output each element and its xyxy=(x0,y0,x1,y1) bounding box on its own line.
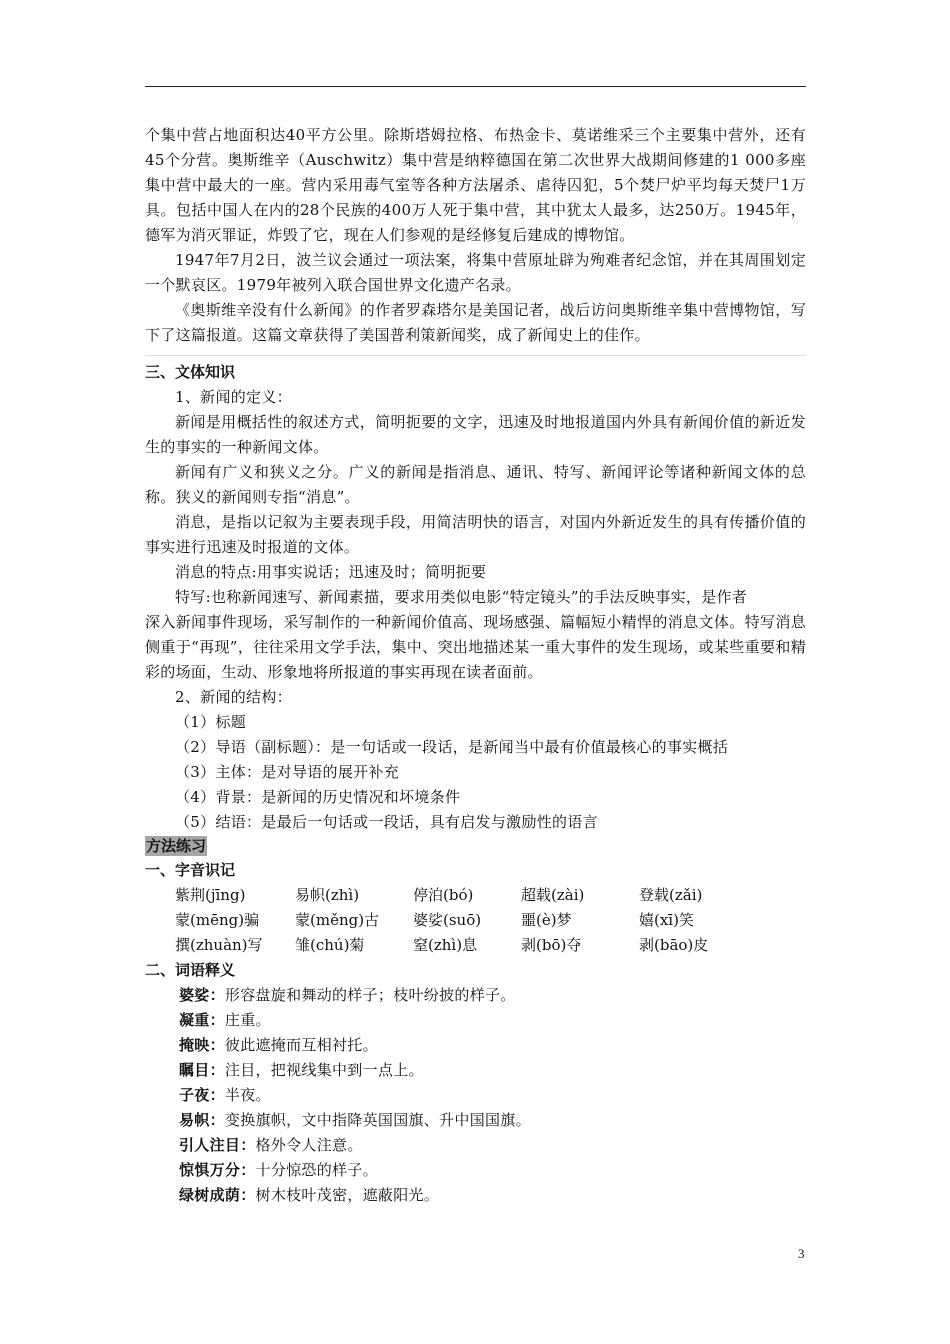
intro-paragraph-2: 1947年7月2日，波兰议会通过一项法案，将集中营原址辟为殉难者纪念馆，并在其周围划定一个默哀区。1979年被列入联合国世界文化遗产名录。 xyxy=(145,251,806,294)
definition-paragraph-4: 消息的特点:用事实说话；迅速及时；简明扼要 xyxy=(175,563,487,581)
vocab-entry xyxy=(145,1133,806,1158)
vocab-term: 子夜： xyxy=(179,1086,225,1104)
definition-paragraph-1: 新闻是用概括性的叙述方式，简明扼要的文字，迅速及时地报道国内外具有新闻价值的新近发生的事实的一种新闻文体。 xyxy=(145,413,806,456)
page-content xyxy=(145,123,806,1208)
vocab-term: 凝重： xyxy=(179,1011,225,1029)
vocab-term: 引人注目： xyxy=(179,1136,256,1154)
vocab-term: 婆娑： xyxy=(179,986,225,1004)
pinyin-heading: 一、字音识记 xyxy=(145,861,236,879)
structure-item-3: （3）主体：是对导语的展开补充 xyxy=(175,763,400,781)
pinyin-item: 蒙(mēng)骗 xyxy=(175,911,260,929)
vocab-term: 易帜： xyxy=(179,1111,225,1129)
vocab-term: 绿树成荫： xyxy=(179,1186,256,1204)
pinyin-item: 噩(è)梦 xyxy=(521,911,572,929)
pinyin-item: 登载(zǎi) xyxy=(639,886,703,904)
pinyin-item: 紫荆(jīng) xyxy=(175,886,246,904)
pinyin-row xyxy=(145,883,806,908)
structure-item-5: （5）结语：是最后一句话或一段话，具有启发与激励性的语言 xyxy=(175,813,598,831)
vocab-entry xyxy=(145,1058,806,1083)
pinyin-item: 撰(zhuàn)写 xyxy=(175,936,263,954)
intro-paragraph-1: 个集中营占地面积达40平方公里。除斯塔姆拉格、布热金卡、莫诺维采三个主要集中营外，还有45个分营。奥斯维辛（Auschwitz）集中营是纳粹德国在第二次世界大战期间修建的1 000多座集中营中最大的一座。营内采用毒气室等各种方法屠杀、虐待囚犯，5个焚尸炉平均每天焚尸1万具。包括中国人在内的28个民族的400万人死于集中营，其中犹太人最多，达250万。1945年，德军为消灭罪证，炸毁了它，现在人们参观的是经修复后建成的博物馆。 xyxy=(145,126,806,244)
pinyin-item: 超载(zài) xyxy=(521,886,585,904)
vocab-definition: 变换旗帜，文中指降英国国旗、升中国国旗。 xyxy=(224,1111,531,1129)
method-label-row xyxy=(145,835,806,858)
definition-paragraph-2: 新闻有广义和狭义之分。广义的新闻是指消息、通讯、特写、新闻评论等诸种新闻文体的总称。狭义的新闻则专指“消息”。 xyxy=(145,463,806,506)
vocab-entry xyxy=(145,1183,806,1208)
vocab-heading: 二、词语释义 xyxy=(145,961,236,979)
structure-item-2: （2）导语（副标题）：是一句话或一段话，是新闻当中最有价值最核心的事实概括 xyxy=(175,738,729,756)
news-definition-title: 1、新闻的定义： xyxy=(175,388,292,406)
vocab-definition: 十分惊恐的样子。 xyxy=(255,1161,378,1179)
vocab-definition: 半夜。 xyxy=(224,1086,271,1104)
pinyin-item: 蒙(měng)古 xyxy=(295,911,380,929)
vocab-definition: 庄重。 xyxy=(224,1011,271,1029)
vocab-term: 惊惧万分： xyxy=(179,1161,256,1179)
vocab-definition: 格外令人注意。 xyxy=(255,1136,363,1154)
news-structure-title: 2、新闻的结构： xyxy=(175,688,292,706)
vocab-entry xyxy=(145,1108,806,1133)
structure-item-4: （4）背景：是新闻的历史情况和坏境条件 xyxy=(175,788,461,806)
intro-paragraph-3: 《奥斯维辛没有什么新闻》的作者罗森塔尔是美国记者，战后访问奥斯维辛集中营博物馆，写下了这篇报道。这篇文章获得了美国普利策新闻奖，成了新闻史上的佳作。 xyxy=(145,301,806,344)
header-rule xyxy=(145,86,806,87)
section3-heading: 三、文体知识 xyxy=(145,363,236,381)
pinyin-item: 剥(bāo)皮 xyxy=(639,936,709,954)
feature-first-line: 特写:也称新闻速写、新闻素描，要求用类似电影“特定镜头”的手法反映事实，是作者 xyxy=(175,588,748,606)
vocab-entry xyxy=(145,983,806,1008)
section-divider xyxy=(145,355,806,356)
pinyin-item: 窒(zhì)息 xyxy=(413,936,478,954)
vocab-definition: 树木枝叶茂密，遮蔽阳光。 xyxy=(255,1186,440,1204)
vocab-definition: 彼此遮掩而互相衬托。 xyxy=(224,1036,378,1054)
pinyin-item: 剥(bō)夺 xyxy=(521,936,582,954)
pinyin-row xyxy=(145,908,806,933)
vocab-definition: 注目，把视线集中到一点上。 xyxy=(224,1061,424,1079)
pinyin-row xyxy=(145,933,806,958)
definition-paragraph-3: 消息，是指以记叙为主要表现手段，用简洁明快的语言，对国内外新近发生的具有传播价值的事实进行迅速及时报道的文体。 xyxy=(145,513,806,556)
vocab-term: 瞩目： xyxy=(179,1061,225,1079)
pinyin-item: 雏(chú)菊 xyxy=(295,936,365,954)
vocab-entry xyxy=(145,1008,806,1033)
vocab-entry xyxy=(145,1083,806,1108)
method-practice-label: 方法练习 xyxy=(146,837,207,855)
feature-paragraph: 深入新闻事件现场，采写制作的一种新闻价值高、现场感强、篇幅短小精悍的消息文体。特写消息侧重于“再现”，往往采用文学手法，集中、突出地描述某一重大事件的发生现场，或某些重要和精彩的场面，生动、形象地将所报道的事实再现在读者面前。 xyxy=(145,613,806,681)
page-number: 3 xyxy=(798,1246,805,1261)
pinyin-item: 婆娑(suō) xyxy=(413,911,482,929)
vocab-term: 掩映： xyxy=(179,1036,225,1054)
structure-item-1: （1）标题 xyxy=(175,713,247,731)
pinyin-item: 停泊(bó) xyxy=(413,886,474,904)
vocab-entry xyxy=(145,1158,806,1183)
vocab-entry xyxy=(145,1033,806,1058)
pinyin-item: 易帜(zhì) xyxy=(295,886,360,904)
vocab-definition: 形容盘旋和舞动的样子；枝叶纷披的样子。 xyxy=(224,986,516,1004)
pinyin-item: 嬉(xī)笑 xyxy=(639,911,694,929)
